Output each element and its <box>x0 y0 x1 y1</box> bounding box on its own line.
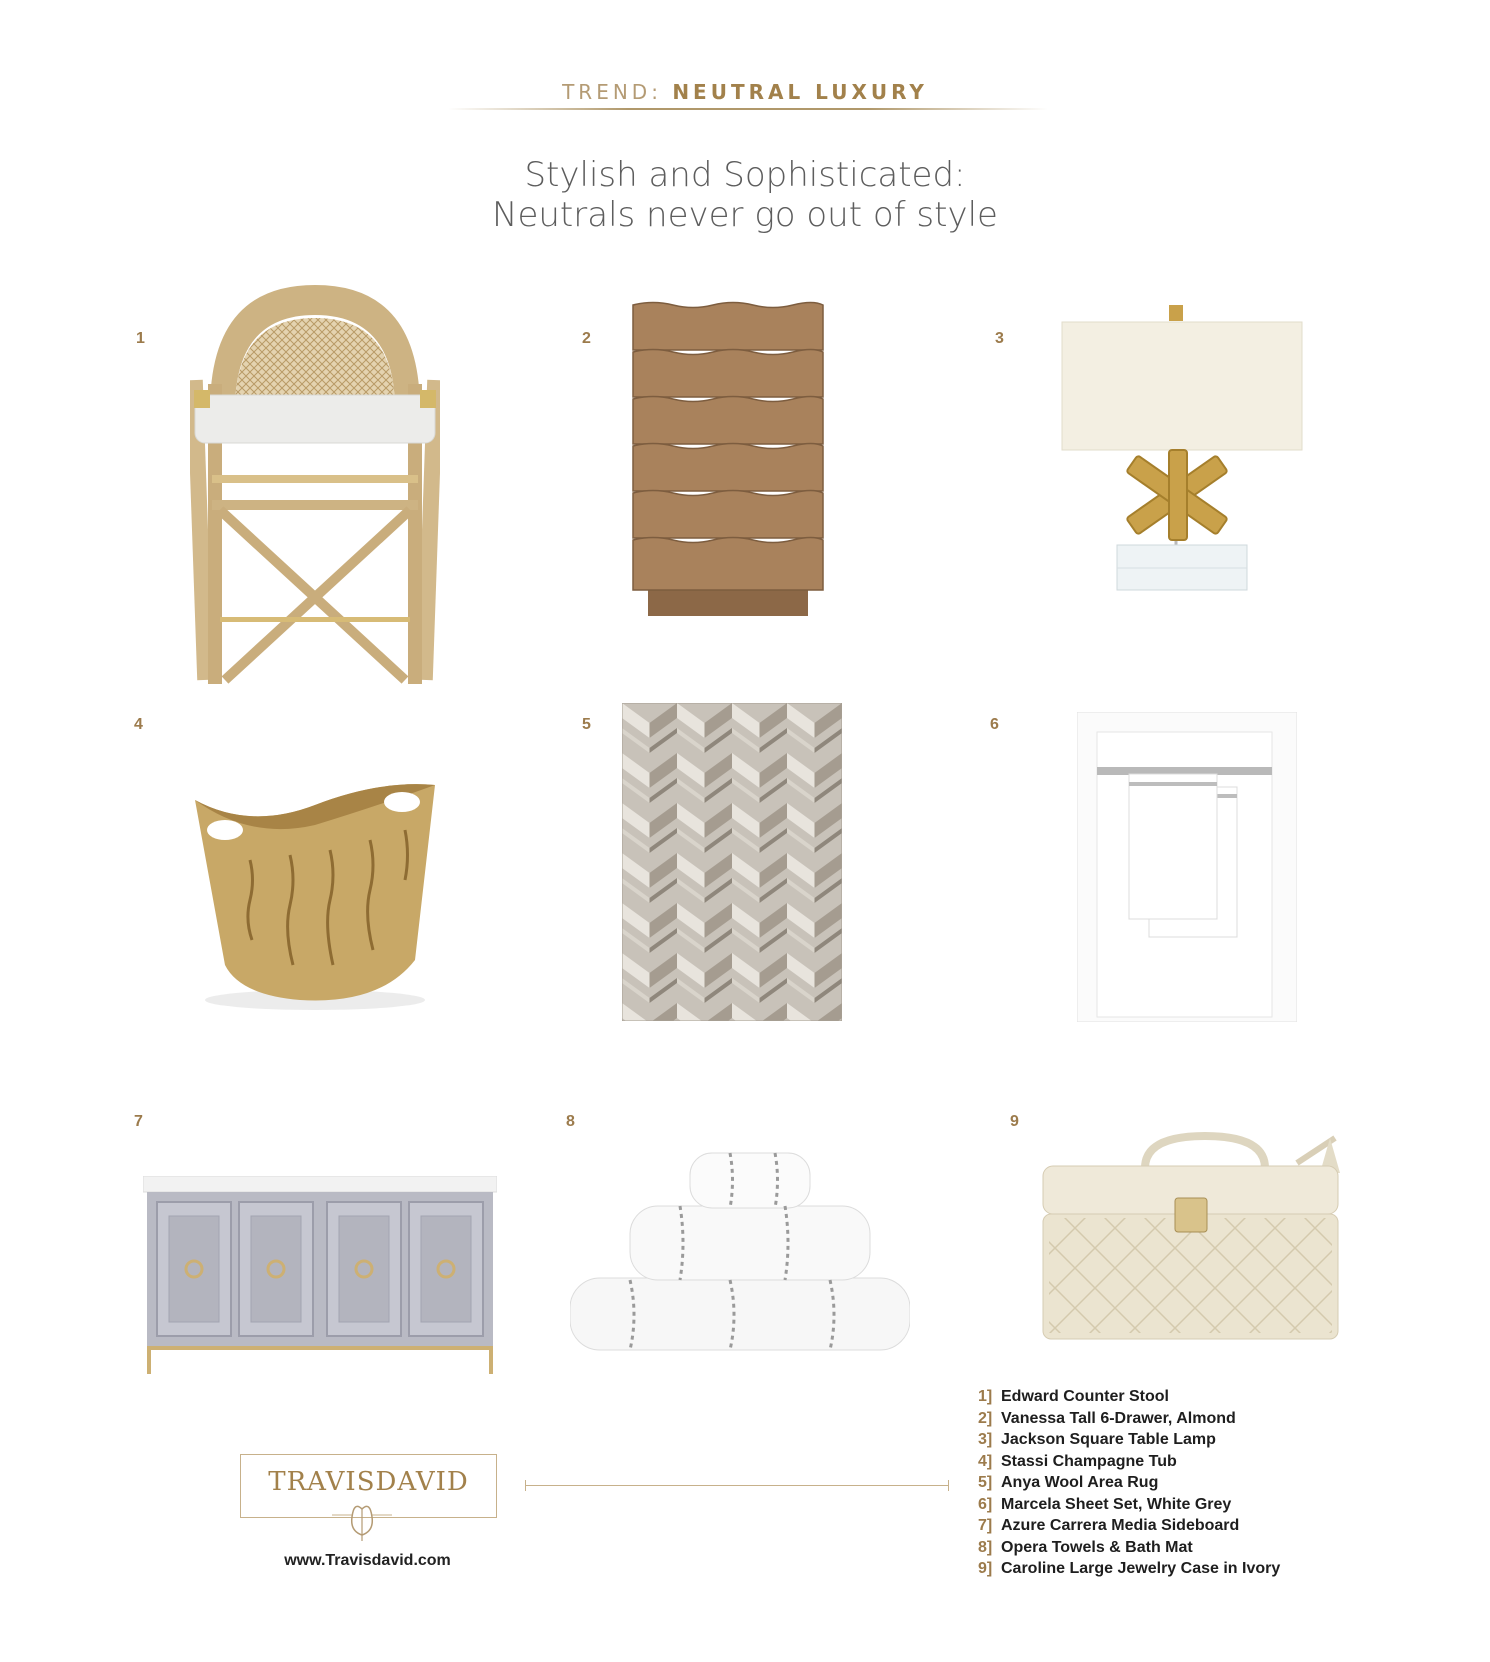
legend-label: Vanessa Tall 6-Drawer, Almond <box>1001 1409 1236 1427</box>
legend-label: Jackson Square Table Lamp <box>1001 1431 1216 1448</box>
product-number-7: 7 <box>134 1113 143 1130</box>
legend-number: 9] <box>978 1560 993 1577</box>
trend-prefix: TREND: <box>562 80 673 104</box>
legend-item <box>978 1429 1280 1451</box>
product-number-5: 5 <box>582 716 591 733</box>
legend-number: 3] <box>978 1431 993 1448</box>
legend-number: 1] <box>978 1388 993 1405</box>
legend-label: Anya Wool Area Rug <box>1001 1474 1159 1491</box>
butterfly-icon <box>332 1501 392 1550</box>
product-number-1: 1 <box>136 330 145 347</box>
jewelry-case-image[interactable] <box>1035 1128 1375 1348</box>
legend-item <box>978 1515 1280 1537</box>
media-sideboard-image[interactable] <box>143 1176 497 1376</box>
website-link[interactable]: www.Travisdavid.com <box>284 1552 451 1569</box>
legend-label: Stassi Champagne Tub <box>1001 1452 1177 1470</box>
product-number-4: 4 <box>134 716 143 733</box>
legend-item <box>978 1472 1280 1494</box>
headline-line-2: Neutrals never go out of style <box>492 195 998 235</box>
page-headline <box>0 155 1490 235</box>
legend-item <box>978 1494 1280 1516</box>
product-number-3: 3 <box>995 330 1004 347</box>
product-number-2: 2 <box>582 330 591 347</box>
legend-item <box>978 1451 1280 1473</box>
legend-item <box>978 1558 1280 1580</box>
tall-chest-image[interactable] <box>628 300 828 620</box>
legend-number: 4] <box>978 1452 993 1470</box>
legend-label: Opera Towels & Bath Mat <box>1001 1538 1193 1556</box>
headline-line-1: Stylish and Sophisticated: <box>524 155 966 195</box>
legend-number: 6] <box>978 1495 993 1513</box>
legend-label: Marcela Sheet Set, White Grey <box>1001 1495 1232 1513</box>
trend-heading <box>0 80 1490 104</box>
legend-label: Edward Counter Stool <box>1001 1388 1169 1405</box>
legend-number: 7] <box>978 1517 993 1534</box>
legend-item <box>978 1408 1280 1430</box>
counter-stool-image[interactable] <box>190 280 440 695</box>
product-legend <box>978 1386 1280 1580</box>
header-divider <box>448 108 1048 110</box>
logo-text: TRAVISDAVID <box>268 1467 469 1497</box>
legend-number: 5] <box>978 1474 993 1491</box>
trend-name: NEUTRAL LUXURY <box>672 80 928 104</box>
legend-number: 2] <box>978 1409 993 1427</box>
footer-divider <box>525 1485 949 1486</box>
herringbone-rug-image[interactable] <box>622 703 842 1021</box>
legend-item <box>978 1386 1280 1408</box>
table-lamp-image[interactable] <box>1052 300 1312 600</box>
product-number-6: 6 <box>990 716 999 733</box>
legend-label: Caroline Large Jewelry Case in Ivory <box>1001 1560 1281 1577</box>
sheet-set-image[interactable] <box>1077 712 1297 1022</box>
legend-number: 8] <box>978 1538 993 1556</box>
champagne-tub-image[interactable] <box>180 760 450 1015</box>
product-number-9: 9 <box>1010 1113 1019 1130</box>
product-number-8: 8 <box>566 1113 575 1130</box>
legend-item <box>978 1537 1280 1559</box>
towel-stack-image[interactable] <box>570 1148 910 1358</box>
legend-label: Azure Carrera Media Sideboard <box>1001 1517 1240 1534</box>
